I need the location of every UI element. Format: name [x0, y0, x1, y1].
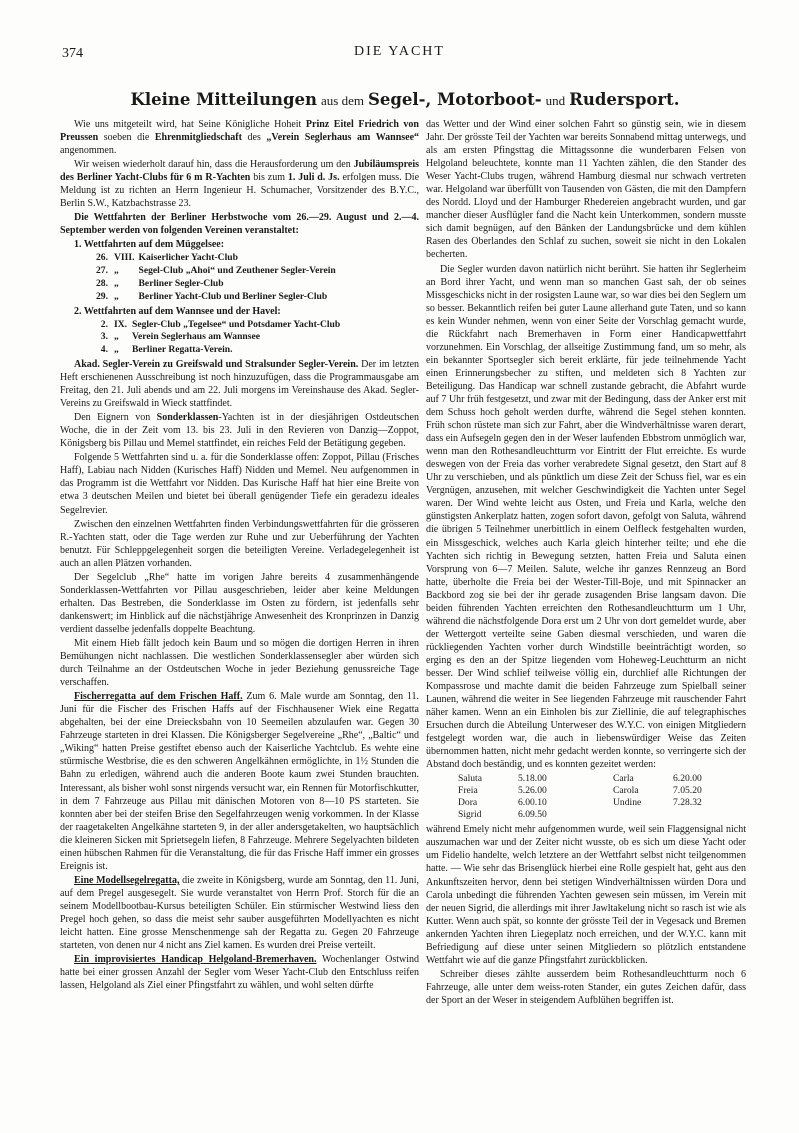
events-wannsee [74, 319, 344, 357]
event-date: 29. [96, 290, 108, 302]
event-month: VIII. [114, 252, 135, 264]
emphasis: Prinz Eitel Friedrich von Preussen [60, 119, 419, 144]
event-date: 4. [100, 344, 108, 356]
event-date: 2. [100, 318, 108, 330]
event-club: Berliner Segler-Club [138, 278, 224, 290]
event-row [74, 291, 340, 304]
paragraph-sonderklassen [60, 411, 419, 450]
text: Wir weisen wiederholt darauf hin, dass die Herausforderung um den [74, 159, 351, 171]
event-club: Segler-Club „Tegelsee“ und Potsdamer Yacht-Club [132, 318, 341, 330]
yacht-name: Sigrid [458, 809, 482, 821]
finish-time: 6.00.10 [518, 797, 547, 809]
event-row [74, 252, 340, 265]
left-column [60, 118, 419, 1108]
title-part-1: Kleine Mitteilungen [130, 90, 317, 109]
emphasis: „Verein Seglerhaus am Wannsee“ [266, 132, 419, 144]
text: -Yachten ist in der diesjährigen Ostdeutschen Woche, die in der Zeit vom 13. bis 23. Juli in den Revieren von Danzig—Zoppot, Königsberg bis Pillau und Memel stattfindet, ein reiches Feld der Betätigung gegeben. [60, 412, 419, 450]
text: die zweite in Königsberg, wurde am Sonntag, den 11. Juni, auf dem Pregel ausgesegelt. Sie wurde veranstaltet von Herrn Prof. Storch für die an seinem Modellbootbau-Kursus beteiligten Schüler. Ein stürmischer Westwind liess den Pregel hoch gehen, so dass die meist sehr sauber ausgeführten Modellyachten es nicht leicht hatten. Eine grosse Menschenmenge sah der Regatta zu. Gegen 20 Fahrzeuge starteten, von denen nur 4 nicht ans Ziel kamen. Es wurden drei Preise verteilt. [60, 874, 419, 952]
paragraph-modellsegelregatta [60, 874, 419, 952]
event-row [74, 331, 344, 344]
text: Den Eignern von [74, 412, 151, 424]
event-club: Berliner Regatta-Verein. [132, 344, 233, 356]
subheading-mueggelsee: 1. Wettfahrten auf dem Müggelsee: [74, 239, 225, 251]
emphasis: 1. Juli d. Js. [287, 172, 340, 184]
paragraph-herbstwoche: Die Wettfahrten der Berliner Herbstwoche vom 26.—29. August und 2.—4. September werden von folgenden Vereinen veranstaltet: [60, 212, 419, 237]
text: Zum 6. Male wurde am Sonntag, den 11. Juni für die Fischer des Frischen Haffs auf der Fischhausener Wiek eine Regatta abgehalten, bei der eine Dreiecksbahn von 10 Seemeilen abzulaufen war. Gegen 30 Fahrzeuge starteten in drei Klassen. Die Königsberger Segelvereine „Rhe“, „Baltic“ und „Wiking“ hatten Preise gestiftet ebenso auch der Kaiserliche Yachtclub. Es wehte eine stürmische Westbrise, die es den schweren Angelkähnen ermöglichte, in 1½ Stunden die Bahn zu erledigen, während auch die anderen Boote kaum zwei Stunden brauchten. Interessant, als bisher wohl sonst nirgends versucht war, ein Rennen für Motorfischkutter, in dem 7 Fahrzeuge aus Pillau mit dänischen Motoren von 8—10 PS starteten. Sie konnten aber bei der steifen Brise den Segelfahrzeugen wenig vorkommen. In der Klasse der raagetakelten Angelkähne starteten 9, in der aller andersgetakelten, wo hauptsächlich die kleineren Sicken mit Sprietsegeln liefen, 8 Fahrzeuge. Mehrere Segelyachten bildeten einen hübschen Rahmen für die Veranstaltung, die für das Frische Haff immer ein grosses Ereignis ist. [60, 691, 419, 872]
running-title: DIE YACHT [354, 44, 445, 59]
title-part-2: aus dem [320, 93, 364, 108]
paragraph-eitel-friedrich [60, 118, 419, 157]
finish-time [673, 809, 702, 821]
paragraph-jubilaeumspreis [60, 158, 419, 210]
event-club: Kaiserlicher Yacht-Club [138, 252, 238, 264]
event-row [74, 265, 340, 278]
event-club: Berliner Yacht-Club und Berliner Segler-Club [138, 290, 328, 302]
event-month: „ [114, 344, 119, 356]
finish-time: 6.20.00 [673, 773, 702, 785]
event-club: Verein Seglerhaus am Wannsee [132, 331, 261, 343]
yacht-name: Saluta [458, 773, 482, 785]
yacht-name: Carla [613, 773, 634, 785]
title-part-3: Segel-, Motorboot- [367, 90, 542, 109]
page-number: 374 [62, 46, 83, 61]
paragraph-emely: während Emely nicht mehr aufgenommen wurde, weil sein Flaggensignal nicht auszumachen war und der Zeiter nicht wusste, ob es sich um diese Yacht oder um Fidelio handelte, welch letztere an der Wettfahrt selbst nicht teilgenommen hatte. — Wie sehr das Brisenglück hierbei eine Rolle gespielt hat, geht aus den Ankunftszeiten hervor, denn bei stetigen Windverhältnissen würden Dora und Carola unbedingt die führenden Yachten gewesen sein müssen, im Verein mit der neuen Sigrid, die allerdings mit ihrer Jawltakelung nicht so rasch ist wie als Kutter. Wenn auch spät, so konnte der grösste Teil der in Vegesack und Bremen ankernden Yachten ihren Liegeplatz noch erreichen, und der W.Y.C. kann mit Befriedigung auf diese unter seinen Mitgliedern so plötzlich entstandene Wettfahrt wie auf die ganze Pfingstfahrt zurückblicken. [426, 824, 746, 966]
time-row [458, 797, 702, 809]
event-month: IX. [114, 318, 128, 330]
events-mueggelsee [74, 252, 340, 303]
text: erfolgen muss. Die Meldung ist zu richten an Herrn Ingenieur H. Schumacher, Vorsitzender des B.Y.C., Berlin S.W., Katzbachstrasse 23. [60, 172, 419, 210]
time-row [458, 785, 702, 797]
event-date: 28. [96, 278, 108, 290]
text: des [247, 132, 261, 144]
paragraph-heading: Ein improvisiertes Handicap Helgoland-Bremerhaven. [74, 954, 317, 966]
paragraph-fischerregatta [60, 690, 419, 873]
finish-time: 7.28.32 [673, 797, 702, 809]
finish-times-table [458, 773, 702, 821]
finish-time: 7.05.20 [673, 785, 702, 797]
event-club: Segel-Club „Ahoi“ und Zeuthener Segler-Verein [138, 265, 336, 277]
paragraph-wetter: das Wetter und der Wind einer solchen Fahrt so günstig sein, wie in diesem Jahr. Der grösste Teil der Yachten war bereits Sonnabend mittag unterwegs, und als am ersten Pfingsttag die Mittagssonne die wunderbaren Felsen von Helgoland beleuchtete, konnte man 11 Yachten zählen, die den Stander des Weser Yacht-Clubs trugen, während Hamburg diesmal nur schwach vertreten war. Helgoland war überfüllt von Tausenden von Gästen, die mit den Dampfern des Nordd. Lloyd und der Hamburger Rhedereien angebracht wurden, und gar mancher dieser Ausflügler fand die Nacht kein Unterkommen, sondern musste sich damit begnügen, auf den Bänken der Landungsbrücke und dem kühlen Rasen des Oberlandes den Schlaf zu suchen, soweit sie nicht in den Lokalen becherten. [426, 119, 746, 261]
yacht-name: Carola [613, 785, 639, 797]
section-title [60, 90, 750, 111]
event-date: 26. [96, 252, 108, 264]
emphasis: Akad. Segler-Verein zu Greifswald und Stralsunder Segler-Verein. [74, 359, 359, 370]
yacht-name: Dora [458, 797, 478, 809]
yacht-name: Undine [613, 797, 642, 809]
paragraph-heading: Eine Modellsegelregatta, [74, 874, 180, 886]
time-row [458, 809, 702, 821]
event-row [74, 319, 344, 332]
event-row [74, 344, 344, 357]
text: angenommen. [60, 145, 117, 157]
paragraph-segler: Die Segler wurden davon natürlich nicht berührt. Sie hatten ihr Seglerheim an Bord ihrer Yacht, und wenn man so manchen Gast sah, der ob seines Missgeschicks nicht in der rosigsten Laune war, so war dies bei den Seglern um so besser. Bekanntlich reifen bei guter Laune allerhand gute Taten, und so kann es kein Wunder nehmen, wenn von einer Seite der Vorschlag gemacht wurde, die Rückfahrt nach Bremerhaven in Form einer Handicapwettfahrt vorzunehmen. Ein Vorschlag, der allseitige Zustimmung fand, um so mehr, als ein bekannter Sportsegler sich bereit erklärte, für jede teilnehmende Yacht einen Erinnerungsbecher zu stiften, und meldeten sich 8 Yachten zur Beteiligung. Das Handicap war schnell zustande gebracht, die Abfahrt wurde auf 7 Uhr früh festgesetzt, und zwar mit der Bedingung, dass der Anker erst mit dem Schuss hoch geholt werden durfte, während die Segel stehen konnten. Früh schon rüstete man sich zur Fahrt, aber die Windverhältnisse waren derart, dass ein Aufsegeln gegen den in der Weser laufenden Ebbstrom unmöglich war, wenn man den Rothesandleuchtturm vor Eintritt der Flut erreichte. Es wurde deswegen von der Freia das vorher verabredete Signal gesetzt, den Start auf 8 Uhr zu verschieben, und als pünktlich um diese Zeit der Schuss fiel, war es ein Vergnügen, anzusehen, mit welcher Geschwindigkeit die Yachten unter Segel waren. Der Wind wehte leicht aus Osten, und Freia und Karla, welche den günstigsten Ankerplatz hatten, zogen sofort davon, gefolgt von Saluta, während die übrigen 5 Teilnehmer unerbittlich in einem Oelfleck festgehalten wurden, ein Missgeschick, welches auch Karla gleich hinterher teilte; und ehe die Yachten sich richtig in Bewegung setzten, hatten Freia und Saluta einen Vorsprung von 6—7 Meilen. Salute, welche ihr ganzes Rennzeug an Bord hatte, überholte die Freia bei der Wester-Till-Boje, und mit Spinnacker an Backbord zog sie bei der ihr gerade zusagenden Brise langsam davon. Die beiden führenden Yachten erreichten den Rothesandleuchtturm um 1 Uhr, während die nächstfolgende Dora erst um 2 Uhr von dort gemeldet wurde, aber der Wettergott verteilte seine Gaben diesmal verschieden, und waren die rückliegenden Yachten vorher durch Windstille beeinträchtigt worden, so erging es den an der Spitze liegenden vom Hoheweg-Leuchtturm an nicht besser. Der Wind schlief teilweise völlig ein, durchlief alle Richtungen der Kompassrose und machte damit die beiden Fahrzeuge zum Spielball seiner Launen, während die weiter in See liegenden Fahrzeuge mit rauschender Fahrt näher kamen. Wenn an ein Einholen bis zur Ziellinie, die auf telegraphisches Ersuchen durch die Abteilung Unterweser des W.Y.C. von einigen Mitgliedern festgelegt worden war, die auch in liebenswürdiger Weise das Zeiten übernommen hatten, nicht mehr gedacht werden konnte, so verringerte sich der Abstand doch beständig, und es konnten gezeitet werden: [426, 263, 746, 771]
paragraph-heading: Fischerregatta auf dem Frischen Haff. [74, 691, 243, 703]
event-month: „ [114, 290, 119, 302]
finish-time: 6.09.50 [518, 809, 547, 821]
text: Wochenlanger Ostwind hatte bei einer grossen Anzahl der Segler vom Weser Yacht-Club den Entschluss reifen lassen, Helgoland als Ziel einer Pfingstfahrt zu wählen, und wohl selten dürfte [60, 954, 419, 992]
emphasis: Ehrenmitgliedschaft [154, 132, 242, 144]
event-month: „ [114, 278, 119, 290]
yacht-name [613, 809, 673, 821]
right-column [426, 118, 746, 1108]
emphasis: Jubiläumspreis des Berliner Yacht-Clubs für 6 m R-Yachten [60, 159, 419, 184]
title-part-5: Rudersport. [569, 90, 680, 109]
finish-time: 5.26.00 [518, 785, 547, 797]
paragraph-verbindung: Zwischen den einzelnen Wettfahrten finden Verbindungswettfahrten für die grösseren R.-Yachten statt, oder die Tage werden zur Ruhe und zur Ueberführung der Yachten benutzt. Für Schleppgelegenheit sorgen die beteiligten Vereine. Verladegelegenheit ist auch an allen Plätzen vorhanden. [60, 518, 419, 569]
event-month: „ [114, 331, 119, 343]
event-month: „ [114, 265, 119, 277]
time-row [458, 773, 702, 785]
paragraph-schreiber: Schreiber dieses zählte ausserdem beim Rothesandleuchtturm noch 6 Fahrzeuge, alle unter dem weiss-roten Stander, ein gutes Zeichen dafür, dass der Sport an der Weser in steigendem Aufblühen begriffen ist. [426, 968, 746, 1006]
text: bis zum [253, 172, 286, 184]
yacht-name: Freia [458, 785, 478, 797]
emphasis: Sonderklassen [156, 412, 219, 424]
event-date: 27. [96, 265, 108, 277]
text: Der im letzten Heft erschienenen Ausschreibung ist noch hinzuzufügen, dass die Programmausgabe am Freitag, den 21. Juli abends und am 22. Juli morgens im Vereinshause des Akad. Segler-Vereins zu Greifswald in Wieck stattfindet. [60, 359, 419, 410]
text: soeben die [103, 132, 150, 144]
finish-time: 5.18.00 [518, 773, 547, 785]
event-date: 3. [100, 331, 108, 343]
paragraph-handicap [60, 953, 419, 992]
text: Wie uns mitgeteilt wird, hat Seine Königliche Hoheit [74, 119, 302, 130]
paragraph-hieb: Mit einem Hieb fällt jedoch kein Baum und so mögen die dortigen Herren in ihren Bemühungen nicht nachlassen. Die westlichen Sonderklassensegler aber würden sich durch Teilnahme an der Ostdeutschen Woche in jeder Beziehung genussreiche Tage verschaffen. [60, 637, 419, 689]
title-part-4: und [545, 93, 566, 108]
event-row [74, 278, 340, 291]
paragraph-segelclub-rhe: Der Segelclub „Rhe“ hatte im vorigen Jahre bereits 4 zusammenhängende Sonderklassen-Wettfahrten vor Pillau ausgeschrieben, leider aber keine Meldungen erhalten. Das Bestreben, die Sonderklasse im Osten zu fördern, ist jedenfalls sehr dankenswert; im Hinblick auf die nächstjährige Anwesenheit des Kronprinzen in Danzig verdient dasselbe jedenfalls doppelte Beachtung. [60, 571, 419, 635]
paragraph-wettfahrten: Folgende 5 Wettfahrten sind u. a. für die Sonderklasse offen: Zoppot, Pillau (Frisches Haff), Labiau nach Nidden (Kurisches Haff) Nidden und Memel. Neu aufgenommen in das Programm ist die Wettfahrt vor Nidden. Das Kurische Haff hat hier eine Breite von etwa 3 deutschen Meilen und bietet bei überall genügender Tiefe ein geradezu ideales Segelrevier. [60, 452, 419, 516]
subheading-wannsee: 2. Wettfahrten auf dem Wannsee und der Havel: [74, 305, 281, 317]
paragraph-greifswald [60, 358, 419, 410]
